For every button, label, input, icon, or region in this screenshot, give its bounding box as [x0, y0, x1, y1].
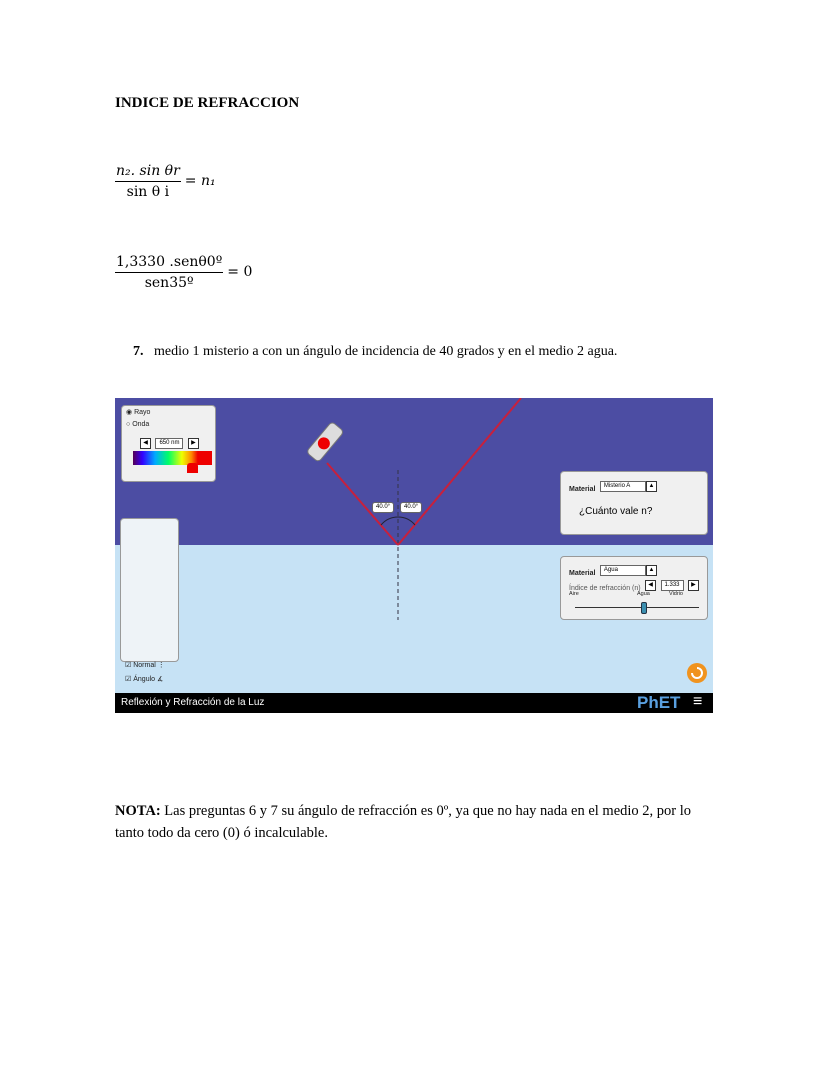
- radio-onda[interactable]: ○ Onda: [126, 421, 150, 428]
- formula-2-denominator: sen35º: [144, 275, 194, 291]
- normal-checkbox[interactable]: ☑ Normal ⋮: [125, 662, 165, 669]
- radio-rayo-label: Rayo: [134, 409, 151, 416]
- bottom-material-panel: [560, 556, 708, 620]
- refraction-index-label: Índice de refracción (n): [569, 585, 641, 592]
- radio-rayo[interactable]: ◉ Rayo: [126, 409, 151, 416]
- tools-panel: [120, 518, 179, 662]
- note-text: Las preguntas 6 y 7 su ángulo de refracción es 0º, ya que no hay nada en el medio 2, por lo tanto todo da cero (0) ó incalculable.: [115, 803, 692, 841]
- note-label: NOTA:: [115, 803, 161, 819]
- index-increase-button[interactable]: ▶: [688, 580, 699, 591]
- formula-1-denominator: sin θ i: [126, 184, 170, 200]
- index-decrease-button[interactable]: ◀: [645, 580, 656, 591]
- sim-footer: [115, 693, 713, 713]
- light-source-panel: [121, 405, 216, 482]
- slider-label-vidrio: Vidrio: [669, 591, 683, 597]
- formula-2: [115, 254, 252, 291]
- formula-2-numerator: 1,3330 .senθ0º: [115, 254, 223, 273]
- formula-1: [115, 163, 216, 200]
- document-title: INDICE DE REFRACCION: [115, 95, 300, 111]
- phet-logo[interactable]: PhET: [637, 693, 681, 712]
- slider-label-aire: Aire: [569, 591, 579, 597]
- reflected-angle-label: 40.0°: [400, 502, 422, 513]
- top-material-dropdown[interactable]: Misterio A: [600, 481, 646, 492]
- phet-simulation-screenshot: [115, 398, 713, 713]
- item-7-text: medio 1 misterio a con un ángulo de incidencia de 40 grados y en el medio 2 agua.: [154, 344, 618, 359]
- bottom-material-dropdown-arrow[interactable]: ▲: [646, 565, 657, 576]
- formula-1-result: = n₁: [184, 173, 216, 190]
- reset-all-button[interactable]: [687, 663, 707, 683]
- incident-angle-label: 40.0°: [372, 502, 394, 513]
- formula-1-numerator: n₂. sin θr: [115, 163, 181, 182]
- refraction-index-slider-track[interactable]: [575, 607, 699, 608]
- wavelength-decrease-button[interactable]: ◀: [140, 438, 151, 449]
- menu-icon[interactable]: ≡: [693, 693, 703, 710]
- item-7: [133, 344, 617, 360]
- wavelength-increase-button[interactable]: ▶: [188, 438, 199, 449]
- angle-checkbox-label: Ángulo: [133, 676, 156, 683]
- formula-2-result: = 0: [227, 264, 253, 281]
- top-material-question: ¿Cuánto vale n?: [579, 506, 653, 517]
- slider-label-agua: Agua: [637, 591, 650, 597]
- sim-title: Reflexión y Refracción de la Luz: [121, 697, 265, 708]
- wavelength-slider-thumb[interactable]: [187, 463, 198, 473]
- radio-onda-label: Onda: [132, 421, 150, 428]
- item-7-number: 7.: [133, 344, 144, 359]
- refraction-index-slider-thumb[interactable]: [641, 602, 647, 614]
- top-material-panel: [560, 471, 708, 535]
- bottom-material-dropdown[interactable]: Agua: [600, 565, 646, 576]
- wavelength-value: 650 nm: [155, 438, 183, 449]
- normal-checkbox-label: Normal: [133, 662, 156, 669]
- wavelength-spectrum-slider[interactable]: [133, 451, 212, 465]
- note-paragraph: [115, 800, 715, 844]
- angle-checkbox[interactable]: ☑ Ángulo ∡: [125, 676, 164, 683]
- refraction-index-value[interactable]: 1.333: [661, 580, 684, 591]
- top-material-dropdown-arrow[interactable]: ▲: [646, 481, 657, 492]
- bottom-material-label: Material: [569, 570, 596, 577]
- top-material-label: Material: [569, 486, 596, 493]
